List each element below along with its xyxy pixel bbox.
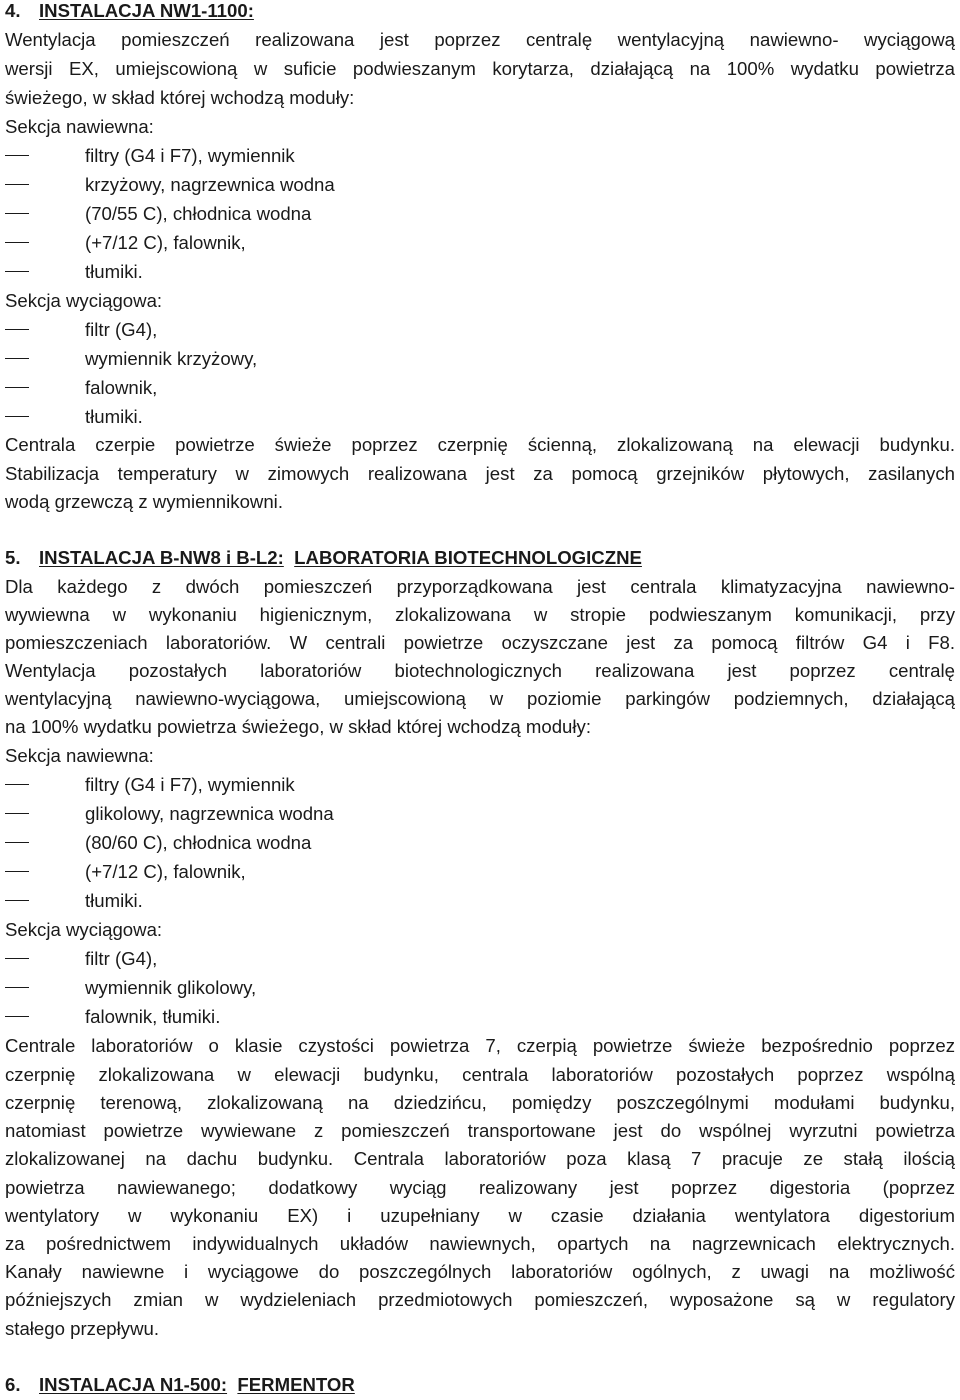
paragraph-line: późniejszych zmian w wydzieleniach przedmiotowych pomieszczeń, wyposażone są w regulatory — [5, 1289, 955, 1310]
dash-icon — [5, 958, 29, 959]
section-6-heading — [5, 1374, 355, 1396]
paragraph-line: Wentylacja pozostałych laboratoriów biotechnologicznych realizowana jest poprzez centralę — [5, 660, 955, 681]
list-item-text: falownik, — [85, 377, 158, 398]
section-5-heading — [5, 547, 642, 569]
dash-icon — [5, 416, 29, 417]
paragraph-line: Centrale laboratoriów o klasie czystości powietrza 7, czerpią powietrze świeże bezpośrednio poprzez — [5, 1035, 955, 1056]
paragraph-line: zlokalizowanej na dachu budynku. Centrala laboratoriów poza klasą 7 pracuje ze stałą ilością — [5, 1148, 955, 1169]
list-item-text: (80/60 C), chłodnica wodna — [85, 832, 312, 853]
list-item — [5, 832, 312, 854]
dash-icon — [5, 900, 29, 901]
list-item — [5, 948, 158, 970]
list-item — [5, 203, 312, 225]
section-title: INSTALACJA B-NW8 i B-L2: — [39, 547, 284, 568]
section-title: INSTALACJA N1-500: — [39, 1374, 228, 1395]
list-item-text: filtry (G4 i F7), wymiennik — [85, 145, 295, 166]
paragraph-line: wentylacyjną nawiewno-wyciągowa, umiejscowioną w poziomie parkingów podziemnych, działającą — [5, 688, 955, 709]
list-item-text: filtr (G4), — [85, 319, 158, 340]
paragraph-line: za pośrednictwem indywidualnych układów nawiewnych, opartych na nagrzewnicach elektrycznych. — [5, 1233, 955, 1254]
dash-icon — [5, 387, 29, 388]
dash-icon — [5, 358, 29, 359]
list-item-text: tłumiki. — [85, 261, 143, 282]
list-item — [5, 861, 246, 883]
dash-icon — [5, 184, 29, 185]
paragraph-line: wywiewna w wykonaniu higienicznym, zlokalizowana w stropie podwieszanym komunikacji, przy — [5, 604, 955, 625]
list-item — [5, 1006, 221, 1028]
list-item-text: (70/55 C), chłodnica wodna — [85, 203, 312, 224]
list-item — [5, 319, 158, 341]
list-item-text: tłumiki. — [85, 406, 143, 427]
list-item-text: wymiennik krzyżowy, — [85, 348, 258, 369]
paragraph-line: Kanały nawiewne i wyciągowe do poszczególnych laboratoriów ogólnych, z uwagi na możliwość — [5, 1261, 955, 1282]
paragraph-line: powietrza nawiewanego; dodatkowy wyciąg realizowany jest poprzez digestoria (poprzez — [5, 1177, 955, 1198]
paragraph-line: stałego przepływu. — [5, 1318, 159, 1339]
dash-icon — [5, 155, 29, 156]
list-item — [5, 406, 143, 428]
subsection-label: Sekcja wyciągowa: — [5, 290, 163, 311]
list-item — [5, 145, 295, 167]
list-item-text: (+7/12 C), falownik, — [85, 861, 246, 882]
list-item-text: falownik, tłumiki. — [85, 1006, 221, 1027]
paragraph-line: natomiast powietrze wywiewane z pomieszczeń transportowane jest do wspólnej wyrzutni powietrza — [5, 1120, 955, 1141]
list-item-text: wymiennik glikolowy, — [85, 977, 257, 998]
list-item — [5, 174, 335, 196]
dash-icon — [5, 329, 29, 330]
list-item-text: filtr (G4), — [85, 948, 158, 969]
section-number: 6. — [5, 1374, 21, 1395]
paragraph-line: wodą grzewczą z wymiennikowni. — [5, 491, 283, 512]
paragraph-line: Dla każdego z dwóch pomieszczeń przyporządkowana jest centrala klimatyzacyjna nawiewno- — [5, 576, 955, 597]
list-item — [5, 377, 158, 399]
section-number: 5. — [5, 547, 21, 568]
list-item — [5, 977, 257, 999]
dash-icon — [5, 242, 29, 243]
list-item — [5, 890, 143, 912]
paragraph-line: czerpnię terenową, zlokalizowaną na dziedzińcu, pomiędzy poszczególnymi modułami budynku, — [5, 1092, 955, 1113]
list-item-text: krzyżowy, nagrzewnica wodna — [85, 174, 335, 195]
subsection-label: Sekcja nawiewna: — [5, 745, 154, 766]
dash-icon — [5, 842, 29, 843]
paragraph-line: wersji EX, umiejscowioną w suficie podwieszanym korytarza, działającą na 100% wydatku powietrza — [5, 58, 955, 79]
list-item-text: tłumiki. — [85, 890, 143, 911]
section-number: 4. — [5, 0, 21, 21]
section-title: INSTALACJA NW1-1100: — [39, 0, 254, 21]
dash-icon — [5, 1016, 29, 1017]
paragraph-line: pomieszczeniach laboratoriów. W centrali powietrze oczyszczane jest za pomocą filtrów G4 i F8. — [5, 632, 955, 653]
dash-icon — [5, 784, 29, 785]
list-item — [5, 261, 143, 283]
list-item — [5, 803, 334, 825]
paragraph-line: Centrala czerpie powietrze świeże poprzez czerpnię ścienną, zlokalizowaną na elewacji budynku. — [5, 434, 955, 455]
paragraph-line: na 100% wydatku powietrza świeżego, w skład której wchodzą moduły: — [5, 716, 591, 737]
list-item-text: filtry (G4 i F7), wymiennik — [85, 774, 295, 795]
list-item — [5, 774, 295, 796]
list-item-text: glikolowy, nagrzewnica wodna — [85, 803, 334, 824]
list-item — [5, 232, 246, 254]
paragraph-line: wentylatory w wykonaniu EX) i uzupełniany w czasie działania wentylatora digestorium — [5, 1205, 955, 1226]
list-item-text: (+7/12 C), falownik, — [85, 232, 246, 253]
section-subtitle: LABORATORIA BIOTECHNOLOGICZNE — [294, 547, 642, 568]
paragraph-line: świeżego, w skład której wchodzą moduły: — [5, 87, 355, 108]
dash-icon — [5, 813, 29, 814]
dash-icon — [5, 271, 29, 272]
paragraph-line: Stabilizacja temperatury w zimowych realizowana jest za pomocą grzejników płytowych, zasilanych — [5, 463, 955, 484]
subsection-label: Sekcja wyciągowa: — [5, 919, 163, 940]
dash-icon — [5, 213, 29, 214]
dash-icon — [5, 987, 29, 988]
section-4-heading — [5, 0, 254, 22]
paragraph-line: czerpnię zlokalizowana w elewacji budynku, centrala laboratoriów pozostałych poprzez wspólną — [5, 1064, 955, 1085]
dash-icon — [5, 871, 29, 872]
paragraph-line: Wentylacja pomieszczeń realizowana jest poprzez centralę wentylacyjną nawiewno- wyciągową — [5, 29, 955, 50]
subsection-label: Sekcja nawiewna: — [5, 116, 154, 137]
list-item — [5, 348, 258, 370]
section-subtitle: FERMENTOR — [237, 1374, 355, 1395]
